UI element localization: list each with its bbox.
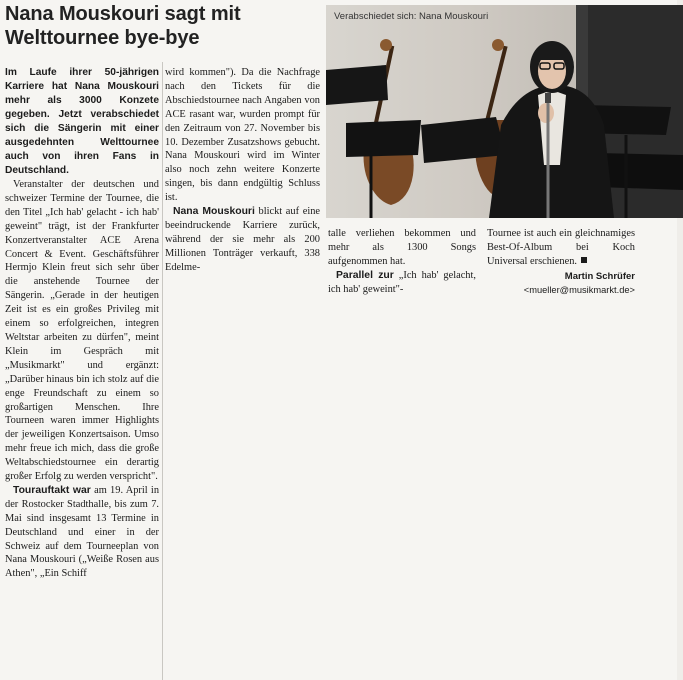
column-3 xyxy=(328,227,476,297)
column-1 xyxy=(5,66,159,581)
runin-nana: Nana Mouskouri xyxy=(173,206,255,218)
singer-portrait-illustration xyxy=(326,5,683,218)
author-name: Martin Schrüfer xyxy=(564,270,635,282)
body-paragraph-7-text: Tournee ist auch ein gleichnamiges Best-Of-Album bei Koch Universal erschienen. xyxy=(487,228,635,267)
body-paragraph-4-text: blickt auf eine beeindruckende Karriere zurück, während der sie mehr als 200 Millionen Tonträger verkauft, 338 Edelme- xyxy=(165,206,321,273)
body-paragraph-5: talle verliehen bekommen und mehr als 1300 Songs aufgenommen hat. xyxy=(328,228,476,267)
runin-parallel: Parallel zur xyxy=(336,269,394,281)
lead-paragraph: Im Laufe ihrer 50-jährigen Karriere hat Nana Mouskouri mehr als 3000 Konzete gegeben. Jetzt verabschiedet sich die Sängerin mit einer ausgedehnten Welttournee auch von ihren Fans in Deutschland. xyxy=(5,67,159,176)
body-paragraph-2 xyxy=(5,484,159,581)
article-photo xyxy=(326,5,683,218)
body-paragraph-6 xyxy=(328,269,476,297)
body-paragraph-4 xyxy=(165,205,320,275)
end-of-article-mark xyxy=(581,257,587,263)
column-2 xyxy=(165,66,320,275)
body-paragraph-3: wird kommen"). Da die Nachfrage nach den Tickets für die Abschiedstournee nach Angaben von ACE rasant war, wurden prompt für den Zeitraum von 27. November bis 10. Dezember Zusatzshows gebucht. Nana Mouskouri wird im Winter also noch zehn weitere Konzerte singen, bis dann endgültig Schluss ist. xyxy=(165,67,320,204)
body-paragraph-6-text: „Ich hab' gelacht, ich hab' geweint"- xyxy=(328,269,476,295)
headline: Nana Mouskouri sagt mit Welttournee bye-bye xyxy=(5,3,241,49)
body-paragraph-1: Veranstalter der deutschen und schweizer Termine der Tournee, die den Titel „Ich hab' gelacht - ich hab' geweint" trägt, ist der Frankfurter Konzertveranstalter ACE Arena Concert & Event. Geschäftsführer Hermjo Klein freut sich sehr über die anstehende Tournee der Sängerin. „Gerade in der heutigen Zeit ist es ein großes Privileg mit einem so erfolgreichen, integren Weltstar arbeiten zu dürfen", meint Klein im Gespräch mit „Musikmarkt" und ergänzt: „Darüber hinaus bin ich stolz auf die enge Freundschaft zu einem so großartigen Menschen. Ihre Tourneen waren immer Highlights der jeweiligen Konzertsaison. Umso mehr freue ich mich, dass die große Weltabschiedstournee ein derartig großer Erfolg zu werden verspricht". xyxy=(5,179,159,483)
photo-caption: Verabschiedet sich: Nana Mouskouri xyxy=(334,11,489,22)
body-paragraph-2-text: am 19. April in der Rostocker Stadthalle, bis zum 7. Mai sind insgesamt 13 Termine in Deutschland und einer in der Schweiz auf dem Tourneeplan von Nana Mouskouri („Weiße Rosen aus Athen", „Ein Schiff xyxy=(5,484,160,580)
column-4 xyxy=(487,227,635,298)
author-email: <mueller@musikmarkt.de> xyxy=(523,284,635,295)
body-paragraph-7 xyxy=(487,227,635,269)
column-divider xyxy=(162,62,163,680)
runin-tourauftakt: Tourauftakt war xyxy=(13,484,91,496)
